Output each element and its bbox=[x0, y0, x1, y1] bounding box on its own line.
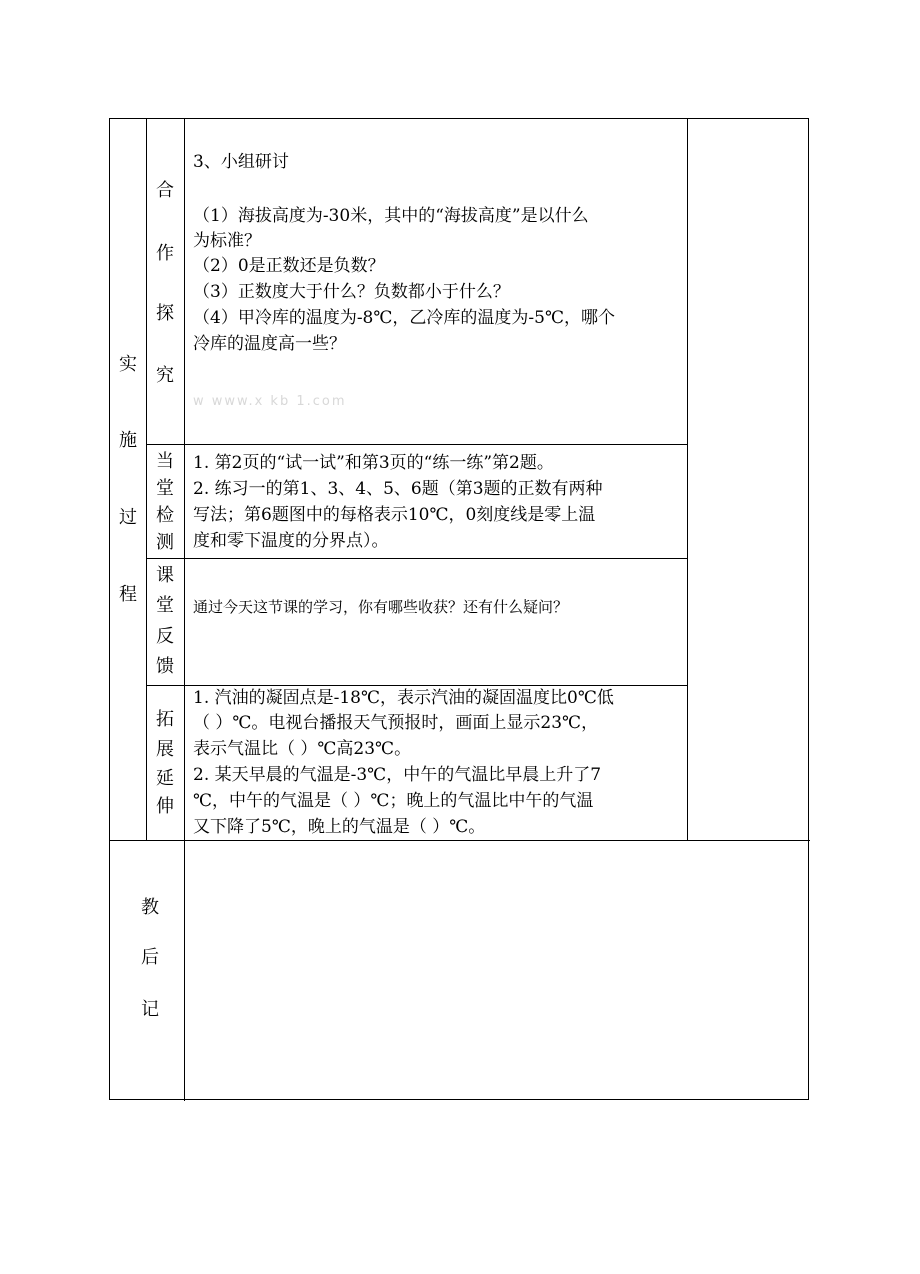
test-label-char: 当 bbox=[156, 451, 174, 472]
divider bbox=[146, 558, 687, 559]
feedback-label-char: 课 bbox=[156, 565, 174, 586]
question-1-line-2: 为标准？ bbox=[193, 231, 261, 251]
cooperative-heading: 3、小组研讨 bbox=[193, 152, 289, 172]
test-label-char: 堂 bbox=[156, 478, 174, 499]
feedback-text: 通过今天这节课的学习，你有哪些收获？还有什么疑问？ bbox=[193, 598, 569, 616]
divider bbox=[184, 119, 185, 1101]
outer-label-char: 施 bbox=[119, 430, 137, 451]
extension-line-6: 又下降了5℃，晚上的气温是（ ）℃。 bbox=[193, 817, 486, 837]
extension-line-1: 1. 汽油的凝固点是-18℃，表示汽油的凝固温度比0℃低 bbox=[193, 688, 614, 708]
extension-line-2: （ ）℃。电视台播报天气预报时，画面上显示23℃， bbox=[193, 713, 599, 733]
test-line-3: 写法；第6题图中的每格表示10℃，0刻度线是零上温 bbox=[193, 505, 596, 525]
outer-label-char: 过 bbox=[119, 507, 137, 528]
feedback-label-char: 堂 bbox=[156, 595, 174, 616]
question-1-line-1: （1）海拔高度为-30米，其中的“海拔高度”是以什么 bbox=[193, 206, 589, 226]
reflection-label-char: 记 bbox=[141, 999, 159, 1020]
extension-label-char: 伸 bbox=[156, 796, 174, 817]
cooperative-label-char: 合 bbox=[156, 180, 174, 201]
test-label-char: 检 bbox=[156, 505, 174, 526]
divider bbox=[687, 119, 688, 840]
divider bbox=[110, 840, 810, 841]
divider bbox=[146, 119, 147, 840]
test-line-1: 1. 第2页的“试一试”和第3页的“练一练”第2题。 bbox=[193, 453, 554, 473]
watermark-text: w www.x kb 1.com bbox=[193, 394, 347, 409]
reflection-label-char: 教 bbox=[141, 897, 159, 918]
cooperative-label-char: 探 bbox=[156, 303, 174, 324]
question-4-line-1: （4）甲冷库的温度为-8℃，乙冷库的温度为-5℃，哪个 bbox=[193, 308, 615, 328]
question-3: （3）正数度大于什么？负数都小于什么？ bbox=[193, 282, 510, 302]
question-2: （2）0是正数还是负数？ bbox=[193, 256, 385, 276]
extension-line-5: ℃，中午的气温是（ ）℃；晚上的气温比中午的气温 bbox=[193, 791, 594, 811]
extension-label-char: 展 bbox=[156, 739, 174, 760]
feedback-label-char: 馈 bbox=[156, 656, 174, 677]
extension-label-char: 拓 bbox=[156, 709, 174, 730]
test-line-2: 2. 练习一的第1、3、4、5、6题（第3题的正数有两种 bbox=[193, 479, 603, 499]
divider bbox=[146, 444, 687, 445]
test-line-4: 度和零下温度的分界点）。 bbox=[193, 531, 389, 551]
reflection-label-char: 后 bbox=[141, 947, 159, 968]
extension-line-3: 表示气温比（ ）℃高23℃。 bbox=[193, 739, 412, 759]
extension-label-char: 延 bbox=[156, 768, 174, 789]
extension-line-4: 2. 某天早晨的气温是-3℃，中午的气温比早晨上升了7 bbox=[193, 765, 602, 785]
test-label-char: 测 bbox=[156, 532, 174, 553]
outer-label-char: 实 bbox=[119, 354, 137, 375]
cooperative-label-char: 作 bbox=[156, 243, 174, 264]
feedback-label-char: 反 bbox=[156, 626, 174, 647]
outer-label-char: 程 bbox=[119, 584, 137, 605]
question-4-line-2: 冷库的温度高一些？ bbox=[193, 334, 346, 354]
cooperative-label-char: 究 bbox=[156, 365, 174, 386]
